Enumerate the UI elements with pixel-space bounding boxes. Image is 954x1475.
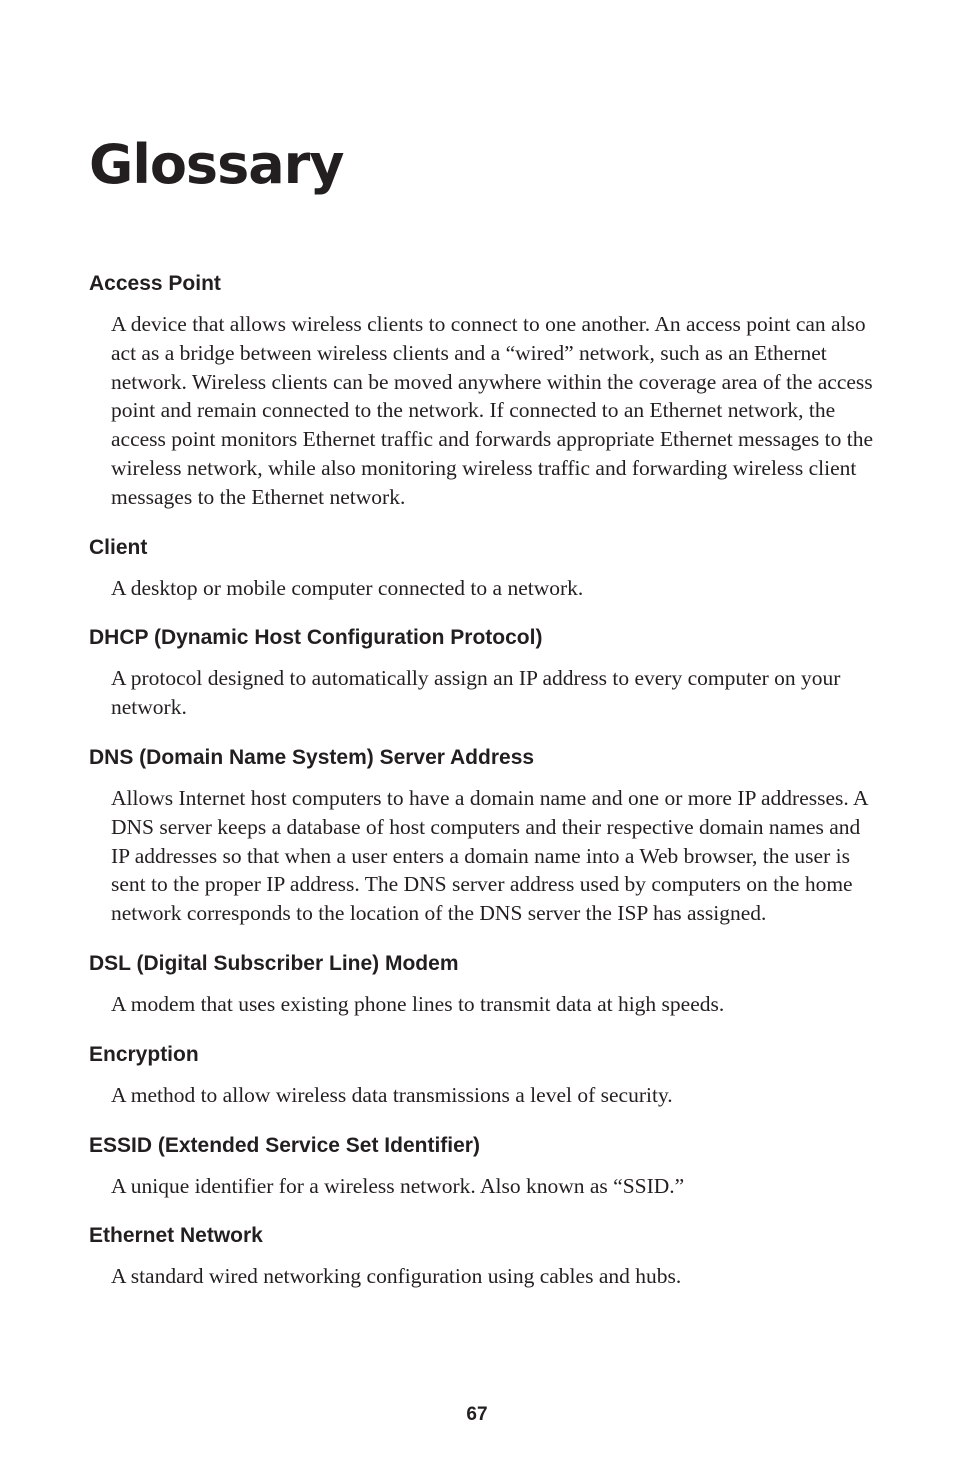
glossary-entry-dsl	[89, 950, 879, 1019]
glossary-term: Access Point	[89, 272, 221, 295]
glossary-entry-essid	[89, 1132, 879, 1201]
glossary-definition: A device that allows wireless clients to connect to one another. An access point can also act as a bridge between wireless clients and a “wired” network, such as an Ethernet network. Wireless clients can be moved anywhere within the coverage area of the access point and remain connected to the network. If connected to an Ethernet network, the access point monitors Ethernet traffic and forwards appropriate Ethernet messages to the wireless network, while also monitoring wireless traffic and forwarding wireless client messages to the Ethernet network.	[111, 312, 873, 509]
glossary-term: Ethernet Network	[89, 1224, 263, 1248]
glossary-term: DHCP (Dynamic Host Configuration Protocol)	[89, 626, 543, 650]
glossary-term: DNS (Domain Name System) Server Address	[89, 745, 535, 769]
glossary-entry-dns	[89, 744, 879, 928]
glossary-entry-ethernet-network	[89, 1222, 879, 1291]
glossary-definition: A method to allow wireless data transmissions a level of security.	[111, 1082, 673, 1107]
glossary-definition: A protocol designed to automatically assign an IP address to every computer on your network.	[111, 666, 841, 720]
glossary-term: DSL (Digital Subscriber Line) Modem	[89, 951, 459, 975]
glossary-term: ESSID (Extended Service Set Identifier)	[89, 1133, 480, 1157]
glossary-entry-client	[89, 534, 879, 603]
glossary-term: Client	[89, 535, 148, 559]
glossary-definition: A desktop or mobile computer connected to a network.	[111, 575, 584, 600]
glossary-entry-access-point	[89, 270, 879, 512]
glossary-definition: A standard wired networking configuration using cables and hubs.	[111, 1264, 682, 1289]
glossary-definition: Allows Internet host computers to have a domain name and one or more IP addresses. A DNS server keeps a database of host computers and their respective domain names and IP addresses so that when a user enters a domain name into a Web browser, the user is sent to the proper IP address. The DNS server address used by computers on the home network corresponds to the location of the DNS server the ISP has assigned.	[111, 785, 868, 926]
glossary-term: Encryption	[89, 1042, 199, 1066]
glossary-definition: A modem that uses existing phone lines to transmit data at high speeds.	[111, 991, 725, 1016]
page-number: 67	[466, 1404, 488, 1425]
glossary-entry-encryption	[89, 1041, 879, 1110]
glossary-definition: A unique identifier for a wireless network. Also known as “SSID.”	[111, 1173, 685, 1198]
page-title: Glossary	[89, 133, 344, 196]
glossary-entry-dhcp	[89, 624, 879, 722]
glossary-list	[89, 270, 879, 1313]
